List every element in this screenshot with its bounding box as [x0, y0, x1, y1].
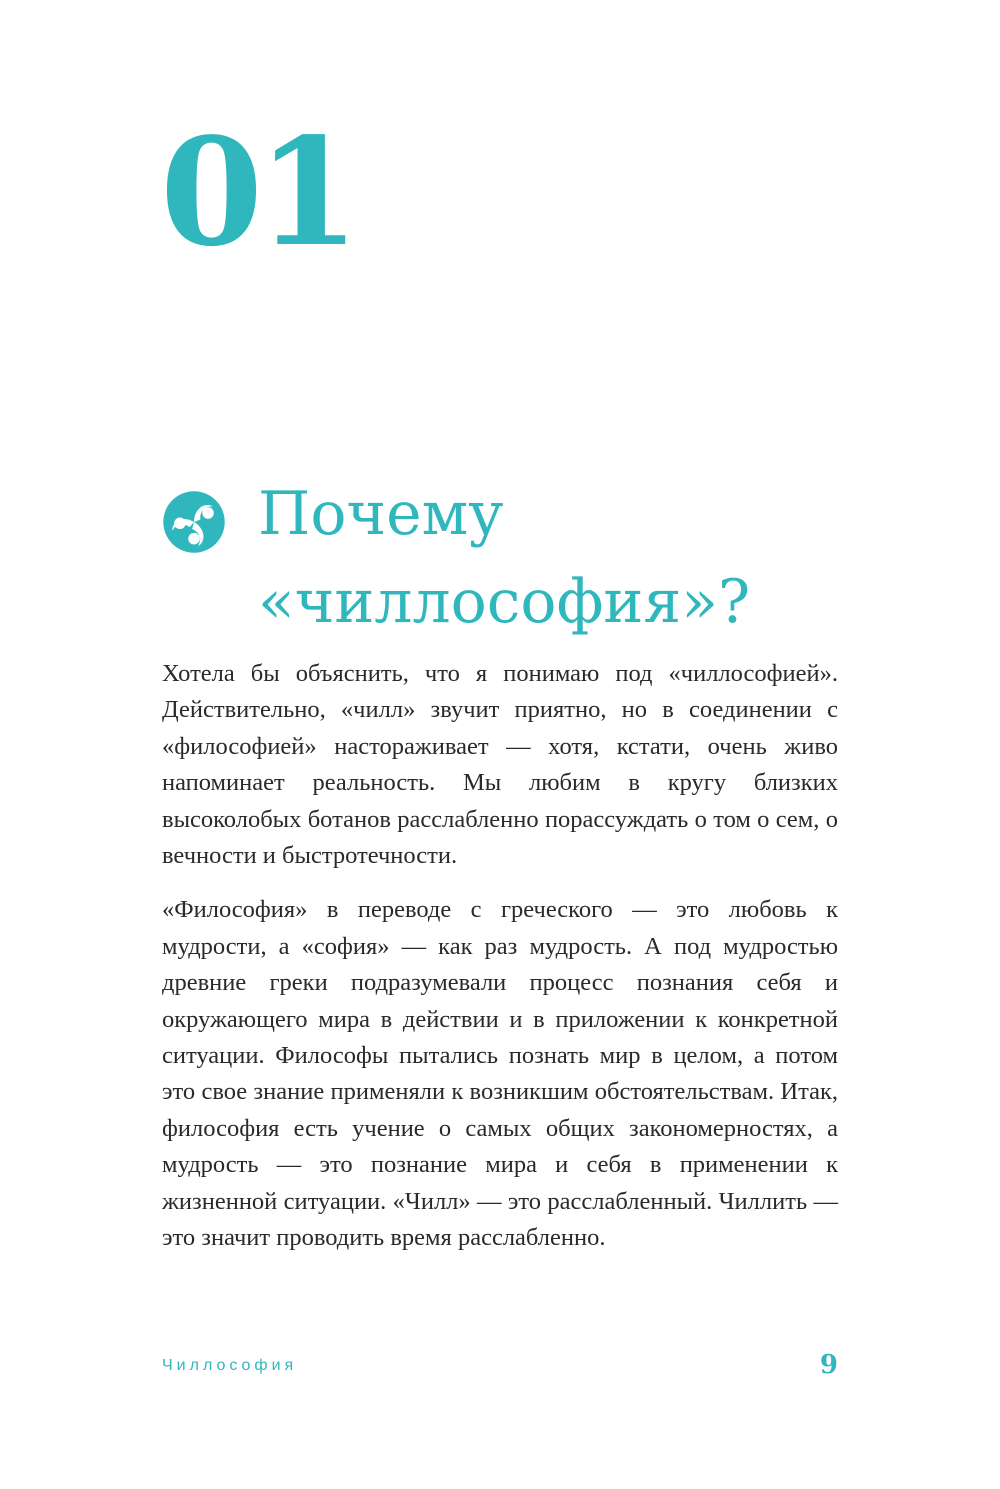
body-text [162, 656, 838, 1275]
chapter-number: 01 [160, 105, 354, 279]
triple-swirl-icon [162, 490, 226, 554]
chapter-heading [162, 470, 922, 646]
running-footer-title: Чиллософия [162, 1357, 298, 1374]
paragraph-1: Хотела бы объяснить, что я понимаю под «чиллософией». Действительно, «чилл» звучит приятно, но в соединении с «философией» настораживает — хотя, кстати, очень живо напоминает реальность. Мы любим в кругу близких высоколобых ботанов расслабленно порассуждать о том о сем, о вечности и быстротечности. [162, 660, 838, 870]
page-number: 9 [819, 1350, 838, 1380]
paragraph-2: «Философия» в переводе с греческого — это любовь к мудрости, а «софия» — как раз мудрость. А под мудростью древние греки подразумевали процесс познания себя и окружающего мира в действии и в приложении к конкретной ситуации. Философы пытались познать мир в целом, а потом это свое знание применяли к возникшим обстоятельствам. Итак, философия есть учение о самых общих закономерностях, а мудрость — это познание мира и себя в применении к жизненной ситуации. «Чилл» — это расслабленный. Чиллить — это значит проводить время расслабленно. [162, 896, 838, 1252]
chapter-title: Почему «чиллософия»? [258, 479, 751, 637]
